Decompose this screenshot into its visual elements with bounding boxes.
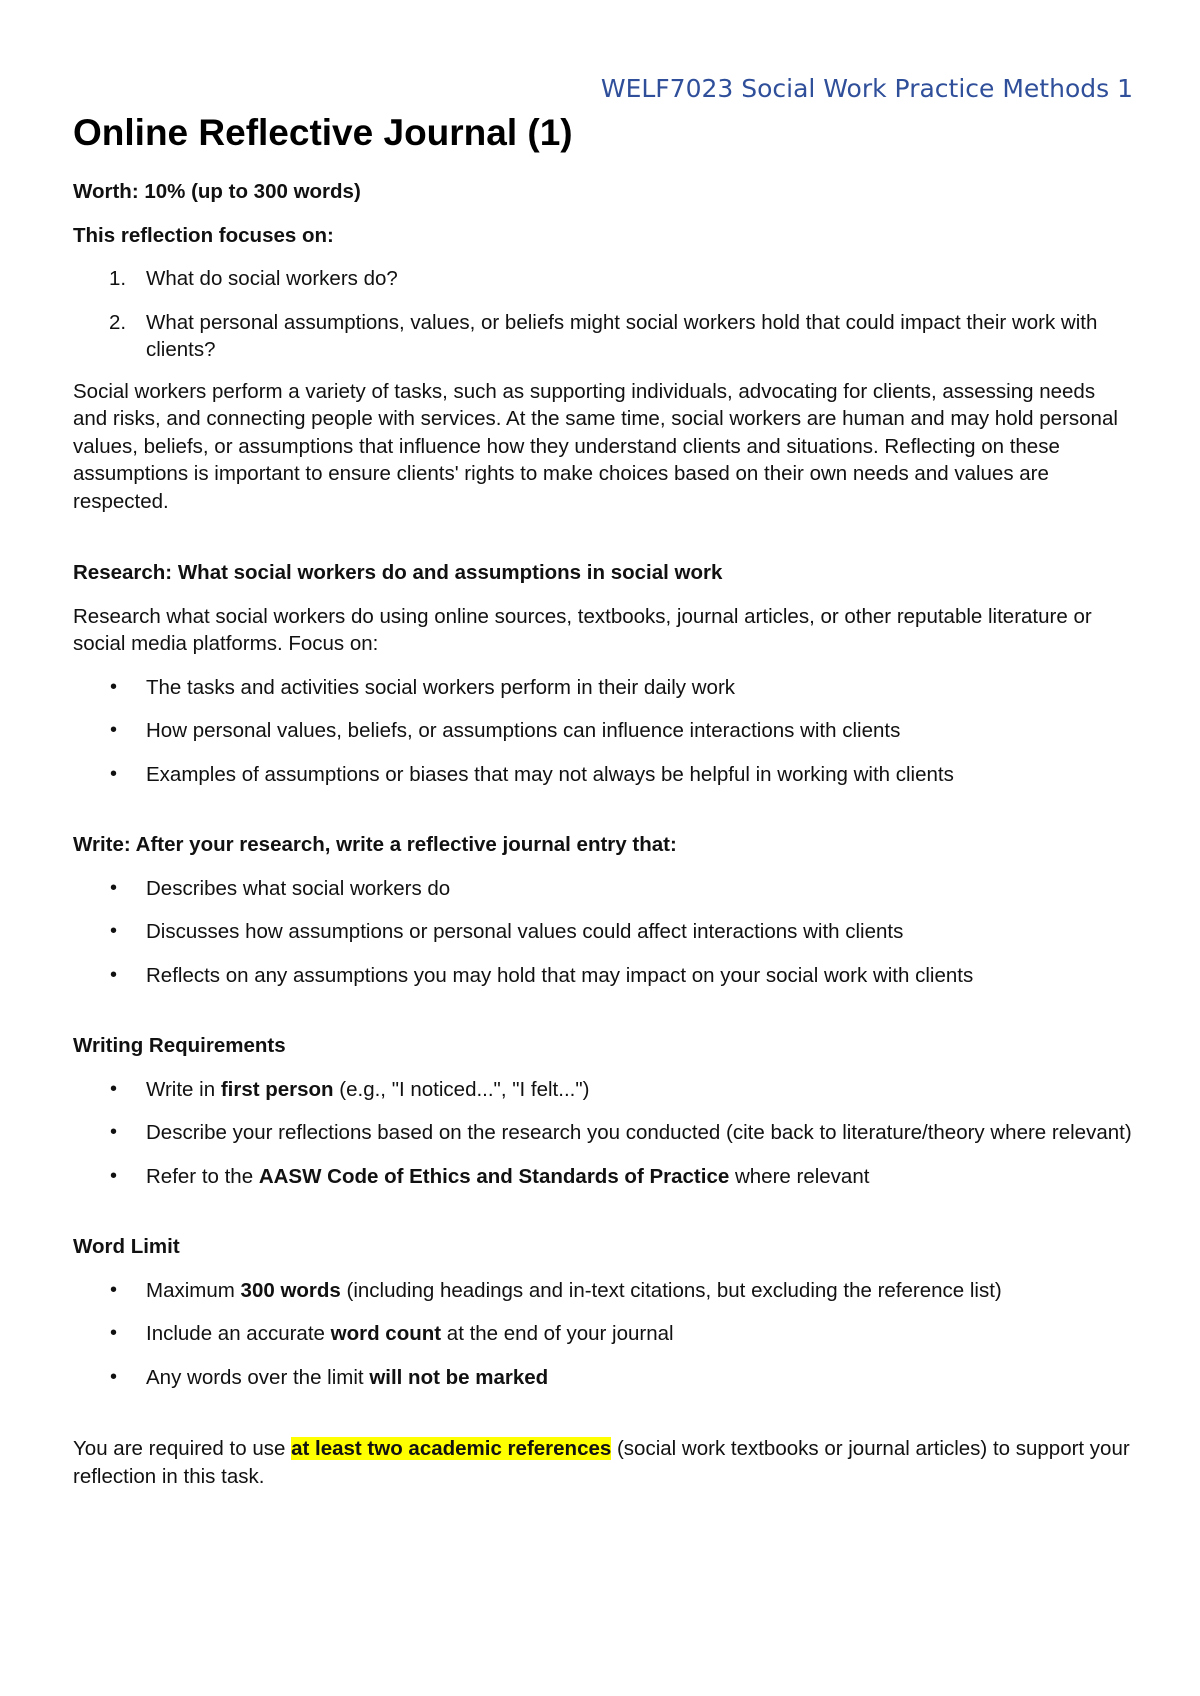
list-item-text: Examples of assumptions or biases that may not always be helpful in working with clients xyxy=(146,762,954,786)
list-item xyxy=(73,265,1133,293)
research-paragraph: Research what social workers do using online sources, textbooks, journal articles, or other reputable literature or social media platforms. Focus on: xyxy=(73,604,1092,655)
list-item xyxy=(73,309,1133,364)
bullet-icon: • xyxy=(110,1077,118,1100)
bullet-icon: • xyxy=(110,1322,118,1344)
focus-list xyxy=(73,265,1133,364)
list-item xyxy=(73,875,1133,903)
course-header: WELF7023 Social Work Practice Methods 1 xyxy=(600,74,1133,103)
list-item xyxy=(73,761,1133,789)
list-item xyxy=(73,1119,1133,1147)
list-item-text: Refer to the AASW Code of Ethics and Standards of Practice where relevant xyxy=(146,1164,870,1188)
list-item xyxy=(73,1076,1133,1104)
word-limit-heading: Word Limit xyxy=(73,1235,180,1258)
write-heading: Write: After your research, write a reflective journal entry that: xyxy=(73,833,677,856)
bullet-icon: • xyxy=(110,675,118,698)
list-item xyxy=(73,717,1133,745)
list-item-text: What personal assumptions, values, or beliefs might social workers hold that could impact their work with clients? xyxy=(146,310,1098,361)
list-number: 1. xyxy=(109,267,127,290)
intro-paragraph: Social workers perform a variety of tasks, such as supporting individuals, advocating for clients, assessing needs and risks, and connecting people with services. At the same time, social workers are human and may hold personal values, beliefs, or assumptions that influence how they understand clients and situations. Reflecting on these assumptions is important to ensure clients' rights to make choices based on their own needs and values are respected. xyxy=(73,379,1118,513)
requirements-list xyxy=(73,1076,1133,1191)
list-item-text: The tasks and activities social workers perform in their daily work xyxy=(146,675,736,699)
list-item xyxy=(73,1320,1133,1348)
references-note: You are required to use at least two academic references (social work textbooks or journal articles) to support your reflection in this task. xyxy=(73,1437,1130,1488)
list-item-text: Any words over the limit will not be marked xyxy=(146,1365,549,1389)
research-heading: Research: What social workers do and assumptions in social work xyxy=(73,561,723,584)
list-item-text: Include an accurate word count at the end of your journal xyxy=(146,1322,674,1345)
write-list xyxy=(73,875,1133,990)
list-item xyxy=(73,918,1133,946)
list-item-text: Describes what social workers do xyxy=(146,876,451,900)
page-title: Online Reflective Journal (1) xyxy=(73,112,573,153)
list-item xyxy=(73,674,1133,702)
highlighted-requirement: at least two academic references xyxy=(291,1437,612,1460)
document-body xyxy=(73,178,1133,1490)
bullet-icon: • xyxy=(110,1164,118,1187)
list-item xyxy=(73,1364,1133,1392)
bullet-icon: • xyxy=(110,876,118,899)
list-item-text: Describe your reflections based on the research you conducted (cite back to literature/theory where relevant) xyxy=(146,1121,1132,1144)
worth-label: Worth: 10% (up to 300 words) xyxy=(73,180,361,203)
list-item xyxy=(73,962,1133,990)
bullet-icon: • xyxy=(110,963,118,986)
requirements-heading: Writing Requirements xyxy=(73,1034,286,1057)
bullet-icon: • xyxy=(110,762,118,785)
word-limit-list xyxy=(73,1277,1133,1392)
list-item xyxy=(73,1277,1133,1305)
list-item-text: What do social workers do? xyxy=(146,267,398,290)
list-item-text: Write in first person (e.g., "I noticed...", "I felt...") xyxy=(146,1077,590,1101)
bullet-icon: • xyxy=(110,1278,118,1301)
bullet-icon: • xyxy=(110,1365,118,1388)
list-item-text: Reflects on any assumptions you may hold that may impact on your social work with clients xyxy=(146,963,974,987)
list-item-text: Discusses how assumptions or personal values could affect interactions with clients xyxy=(146,920,904,943)
list-item xyxy=(73,1163,1133,1191)
bullet-icon: • xyxy=(110,719,118,741)
list-item-text: How personal values, beliefs, or assumptions can influence interactions with clients xyxy=(146,719,901,742)
bullet-icon: • xyxy=(110,920,118,942)
list-number: 2. xyxy=(109,310,127,334)
focus-label: This reflection focuses on: xyxy=(73,223,334,247)
list-item-text: Maximum 300 words (including headings and in-text citations, but excluding the reference list) xyxy=(146,1278,1002,1302)
bullet-icon: • xyxy=(110,1121,118,1143)
research-list xyxy=(73,674,1133,789)
